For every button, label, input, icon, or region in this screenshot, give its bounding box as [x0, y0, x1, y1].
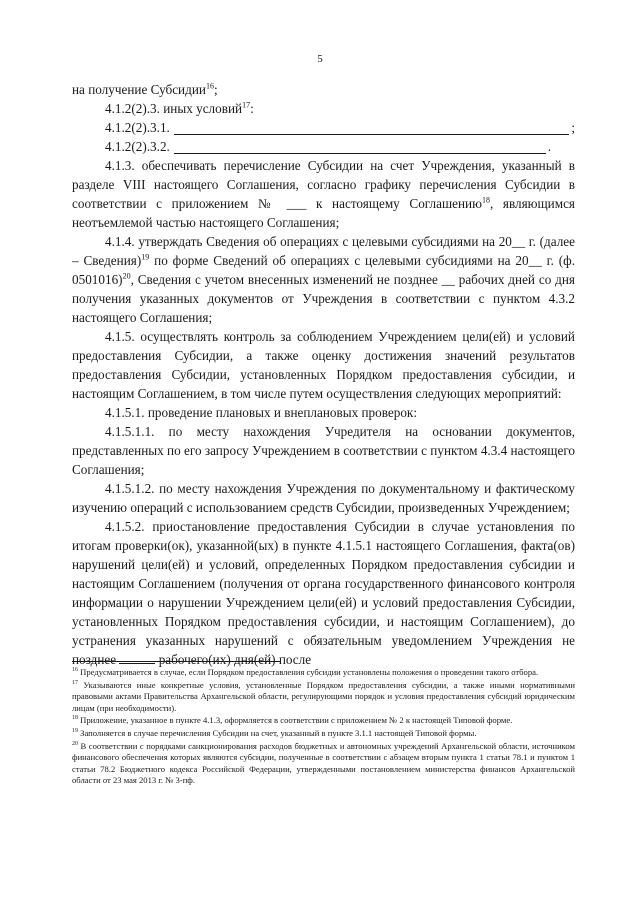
fill-in-line: [174, 120, 569, 135]
clause-4-1-3-text-b: , являющимся неотъемлемой частью настоящего Соглашения;: [72, 196, 575, 230]
footnote-ref-20: 20: [122, 271, 131, 281]
footnote-number: 19: [72, 728, 78, 735]
footnote-separator: [72, 661, 280, 662]
footnote-17: [72, 680, 575, 715]
footnote-text: Заполняется в случае перечисления Субсидии на счет, указанный в пункте 3.1.1 настоящей Типовой формы.: [78, 727, 477, 738]
main-text: [72, 80, 575, 669]
fill-in-line: [174, 139, 546, 154]
footnote-19: [72, 728, 575, 740]
footnote-text: В соответствии с порядками санкционирования расходов бюджетных и автономных учреждений Архангельской области, источником финансового обеспечения которых являются субсидии, полученные в соответствии с абзацем вторым пункта 1 статьи 78.1 и пунктом 1 статьи 78.2 Бюджетного кодекса Российской Федерации, утвержденными постановлением министерства финансов Архангельской области от 23 мая 2013 г. № 3-пф.: [72, 740, 575, 786]
clause-4-1-4: [72, 232, 575, 327]
clause-4-1-3: [72, 156, 575, 232]
footnote-16: [72, 667, 575, 679]
footnote-number: 18: [72, 715, 78, 722]
footnote-20: [72, 741, 575, 787]
clause-4-1-5-2-text-a: 4.1.5.2. приостановление предоставления Субсидии в случае установления по итогам проверки(ок), указанной(ых) в пункте 4.1.5.1 настоящего Соглашения, факта(ов) нарушений цели(ей) и условий, определенных Порядком предоставления субсидии и настоящим Соглашением (получения от органа государственного финансового контроля информации о нарушении Учреждением цели(ей) и условий предоставления Субсидии, установленных Порядком предоставления субсидии, и настоящим Соглашением), до устранения указанных нарушений с обязательным уведомлением Учреждения не позднее: [72, 519, 575, 667]
clause-4-1-5-2: [72, 517, 575, 669]
clause-4-1-4-text-c: , Сведения с учетом внесенных изменений не позднее __ рабочих дней со дня получения указанных документов от Учреждения в соответствии с пунктом 4.3.2 настоящего Соглашения;: [72, 272, 575, 325]
line-subsidy-receipt: на получение Субсидии$^{16}$;: [72, 81, 218, 97]
page-number: 5: [317, 53, 323, 65]
clause-4-1-2-2-3: 4.1.2(2).3. иных условий$^{17}$:: [105, 100, 254, 116]
footnote-number: 16: [72, 667, 78, 674]
clause-4-1-2-2-3-1: [72, 118, 575, 137]
line-subsidy-receipt-text: на получение Субсидии: [72, 82, 206, 97]
footnote-18: [72, 715, 575, 727]
footnote-ref-17: 17: [242, 100, 251, 110]
clause-4-1-2-2-3-2-end: .: [547, 139, 551, 154]
clause-4-1-3-text-a: 4.1.3. обеспечивать перечисление Субсидии на счет Учреждения, указанный в разделе VIII настоящего Соглашения, согласно графику перечисления Субсидии в соответствии с приложением № ___ к настоящему Соглашению: [72, 158, 575, 211]
clause-4-1-5-1: 4.1.5.1. проведение плановых и внеплановых проверок:: [105, 405, 417, 420]
clause-4-1-2-2-3-2: [72, 137, 575, 156]
footnote-number: 20: [72, 740, 78, 747]
footnotes: [72, 667, 575, 788]
clause-4-1-4-text-b: по форме Сведений об операциях с целевыми субсидиями на 20__ г. (ф. 0501016): [72, 253, 575, 287]
footnote-text: Приложение, указанное в пункте 4.1.3, оформляется в соответствии с приложением № 2 к настоящей Типовой форме.: [78, 715, 513, 726]
footnote-ref-16: 16: [205, 81, 214, 91]
clause-4-1-2-2-3-2-label: 4.1.2(2).3.2.: [105, 139, 170, 154]
footnote-text: Указываются иные конкретные условия, установленные Порядком предоставления субсидии, а также иными нормативными правовыми актами Правительства Архангельской области, регулирующими порядок и условия предоставления субсидий юридическим лицам (при необходимости).: [72, 679, 575, 713]
clause-4-1-5-1-1: 4.1.5.1.1. по месту нахождения Учредителя на основании документов, представленных по его запросу Учреждением в соответствии с пунктом 4.3.4 настоящего Соглашения;: [72, 424, 575, 477]
clause-4-1-2-2-3-text: 4.1.2(2).3. иных условий: [105, 101, 243, 116]
clause-4-1-5-2-text-b: рабочего(их) дня(ей) после: [158, 652, 312, 667]
footnote-ref-18: 18: [481, 195, 490, 205]
clause-4-1-5: 4.1.5. осуществлять контроль за соблюдением Учреждением цели(ей) и условий предоставления Субсидии, а также оценку достижения значений результатов предоставления Субсидии, установленных Порядком предоставления субсидии, и настоящим Соглашением, в том числе путем осуществления следующих мероприятий:: [72, 329, 575, 401]
clause-4-1-2-2-3-1-end: ;: [571, 120, 575, 135]
clause-4-1-2-2-3-1-label: 4.1.2(2).3.1.: [105, 120, 170, 135]
footnote-number: 17: [72, 679, 78, 686]
clause-4-1-4-text-a: 4.1.4. утверждать Сведения об операциях с целевыми субсидиями на 20__ г. (далее – Сведения): [72, 234, 575, 268]
fill-in-blank: [119, 651, 155, 664]
clause-4-1-5-1-2: 4.1.5.1.2. по месту нахождения Учреждения по документальному и фактическому изучению операций с использованием средств Субсидии, произведенных Учреждением;: [72, 481, 575, 515]
footnote-ref-19: 19: [141, 252, 150, 262]
footnote-text: Предусматривается в случае, если Порядком предоставления субсидии установлены положения о проведении такого отбора.: [78, 667, 539, 677]
